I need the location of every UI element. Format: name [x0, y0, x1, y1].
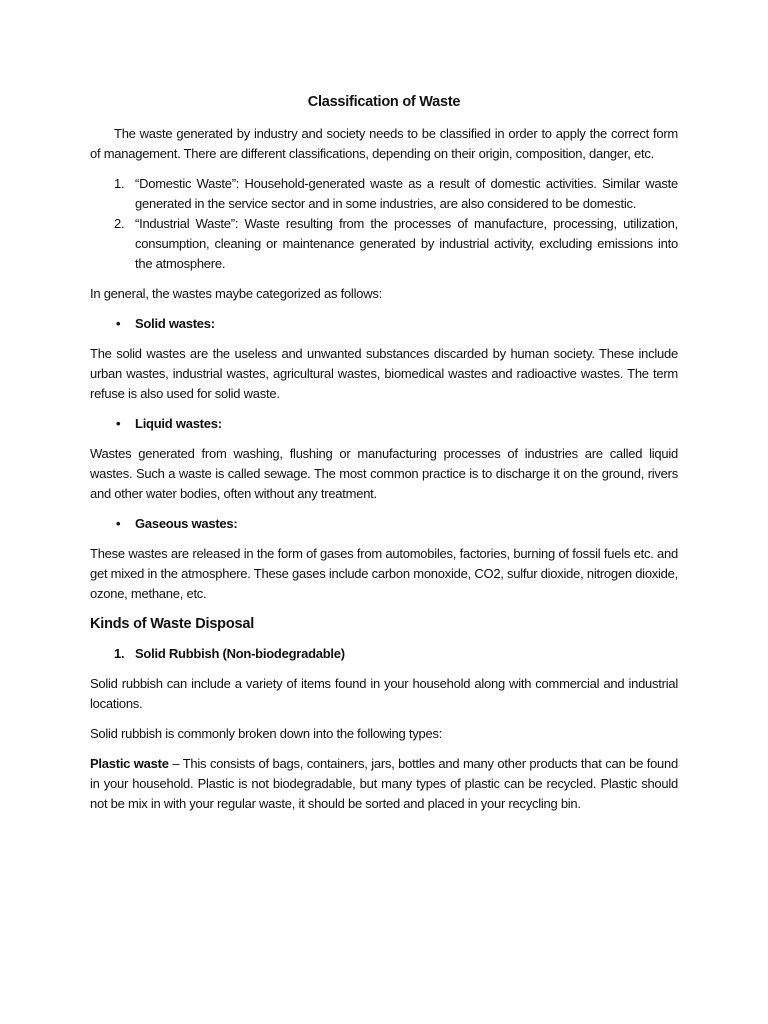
document-page	[90, 92, 678, 824]
document-title: Classification of Waste	[307, 94, 461, 110]
category-paragraph-liquid: Wastes generated from washing, flushing or manufacturing processes of industries are called liquid wastes. Such a waste is called sewage. The most common practice is to discharge it on the ground, rivers and other water bodies, often without any treatment.	[90, 446, 678, 501]
category-paragraph-gaseous: These wastes are released in the form of gases from automobiles, factories, burning of fossil fuels etc. and get mixed in the atmosphere. These gases include carbon monoxide, CO2, sulfur dioxide, nitrogen dioxide, ozone, methane, etc.	[90, 546, 679, 601]
list-number: 2.	[114, 216, 125, 231]
category-heading-text: Gaseous wastes:	[135, 516, 238, 531]
definition-item	[90, 174, 678, 214]
intro-paragraph: The waste generated by industry and society needs to be classified in order to apply the correct form of management. There are different classifications, depending on their origin, composition, danger, etc.	[90, 126, 678, 161]
bullet-icon: •	[116, 516, 121, 531]
section-heading-disposal: Kinds of Waste Disposal	[90, 616, 255, 632]
plastic-paragraph	[90, 754, 678, 814]
category-heading-text: Liquid wastes:	[135, 416, 222, 431]
category-heading-gaseous	[90, 514, 678, 534]
disposal-paragraph-1: Solid rubbish can include a variety of items found in your household along with commercial and industrial locations.	[90, 676, 678, 711]
disposal-paragraph-2: Solid rubbish is commonly broken down into the following types:	[90, 726, 443, 741]
bullet-icon: •	[116, 416, 121, 431]
plastic-label: Plastic waste	[90, 756, 169, 771]
definitions-list	[90, 174, 678, 274]
category-heading-solid	[90, 314, 678, 334]
disposal-item-text: Solid Rubbish (Non-biodegradable)	[135, 646, 345, 661]
disposal-item-heading	[90, 644, 678, 664]
list-number: 1.	[114, 646, 125, 661]
category-heading-liquid	[90, 414, 678, 434]
category-heading-text: Solid wastes:	[135, 316, 215, 331]
bullet-icon: •	[116, 316, 121, 331]
definition-text: “Industrial Waste”: Waste resulting from the processes of manufacture, processing, utilization, consumption, cleaning or maintenance generated by industrial activity, excluding emissions into the atmosphere.	[135, 216, 678, 271]
definition-item	[90, 214, 678, 274]
plastic-text: – This consists of bags, containers, jars, bottles and many other products that can be found in your household. Plastic is not biodegradable, but many types of plastic can be recycled. Plastic should not be mix in with your regular waste, it should be sorted and placed in your recycling bin.	[90, 756, 679, 811]
definition-text: “Domestic Waste”: Household-generated waste as a result of domestic activities. Similar waste generated in the service sector and in some industries, are also considered to be domestic.	[135, 176, 678, 211]
category-paragraph-solid: The solid wastes are the useless and unwanted substances discarded by human society. These include urban wastes, industrial wastes, agricultural wastes, biomedical wastes and radioactive wastes. The term refuse is also used for solid waste.	[90, 346, 678, 401]
list-number: 1.	[114, 176, 125, 191]
general-paragraph: In general, the wastes maybe categorized as follows:	[90, 286, 382, 301]
